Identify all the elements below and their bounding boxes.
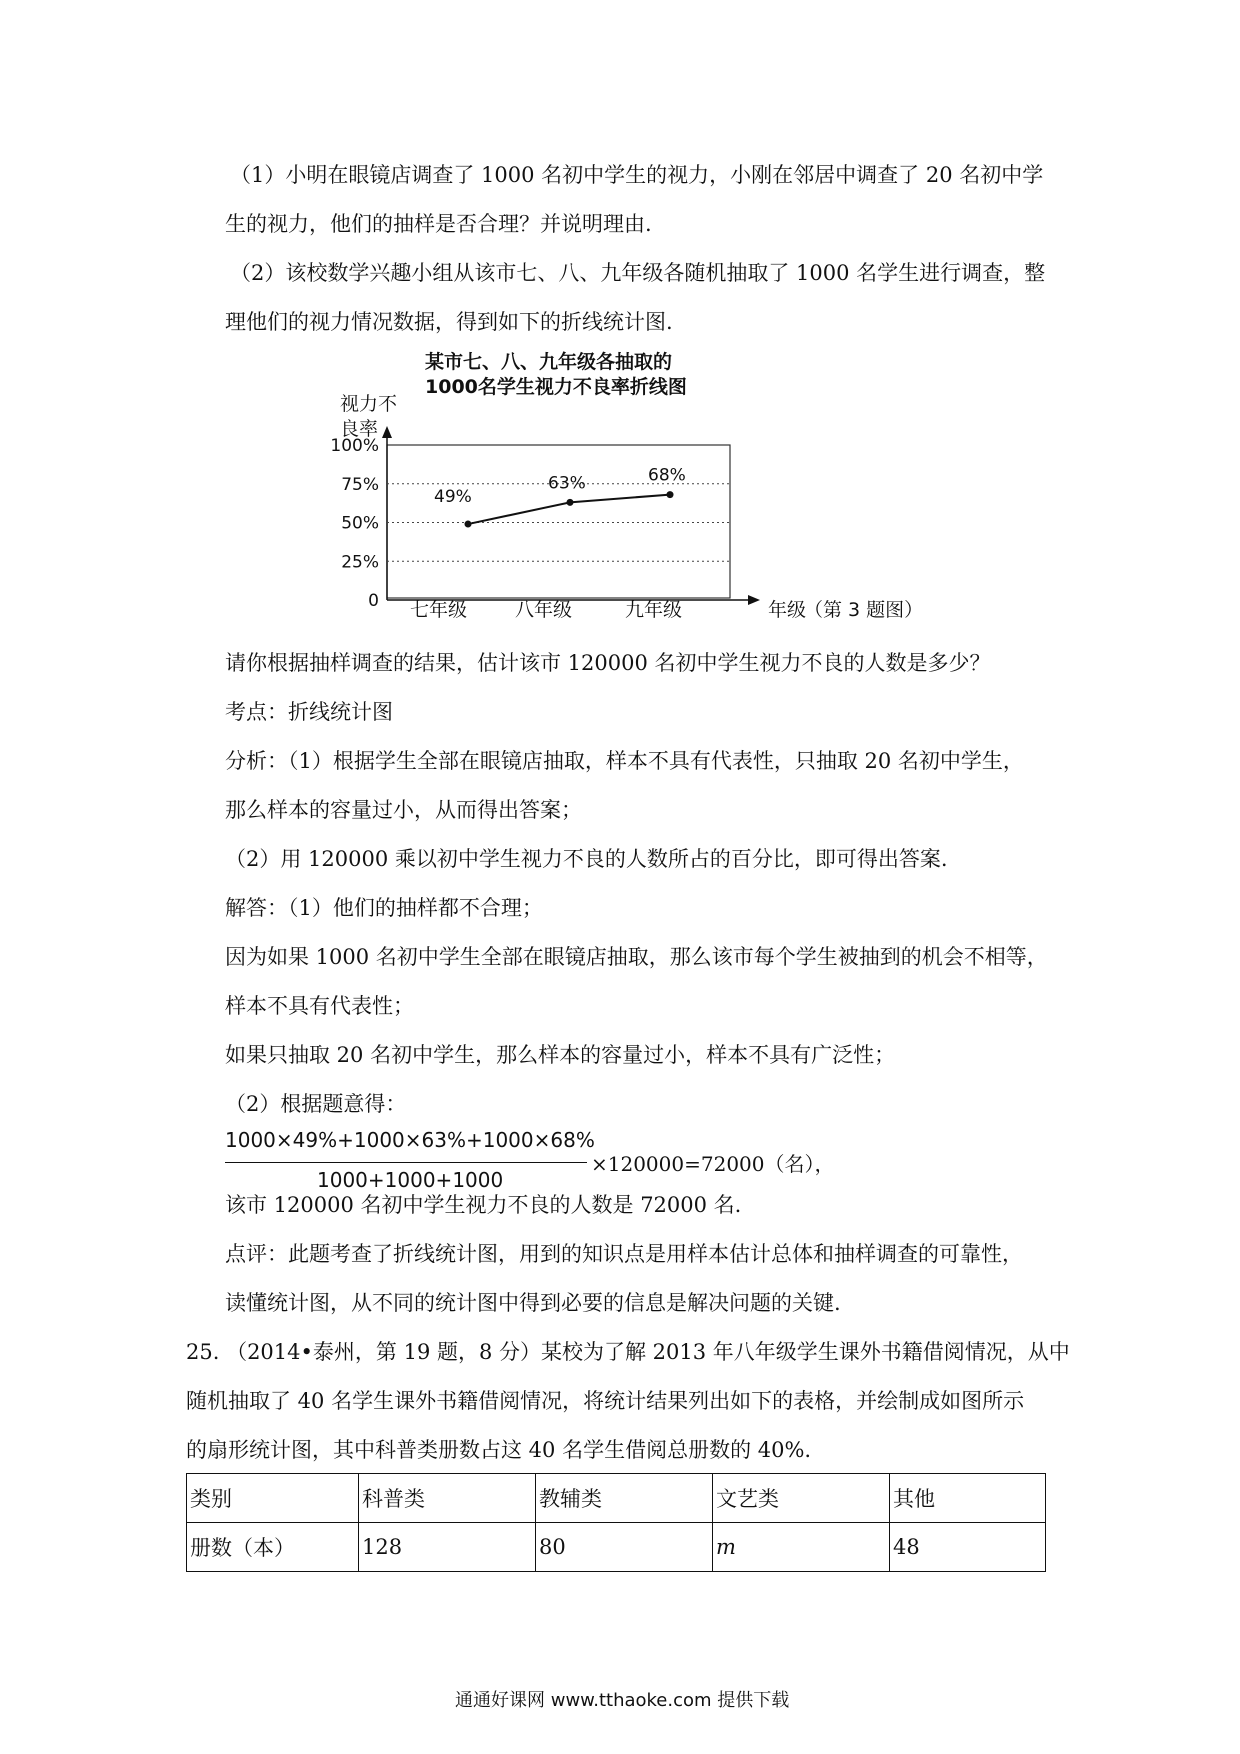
y-tick-label: 100% <box>330 436 379 456</box>
jieda-line-1: 解答：（1）他们的抽样都不合理； <box>225 896 543 920</box>
table-cell: 80 <box>536 1523 713 1572</box>
formula-numerator: 1000×49%+1000×63%+1000×68% <box>225 1128 595 1152</box>
fenxi-line-1: 分析：（1）根据学生全部在眼镜店抽取，样本不具有代表性，只抽取 20 名初中学生， <box>225 749 1024 773</box>
jieda-line-2: 因为如果 1000 名初中学生全部在眼镜店抽取，那么该市每个学生被抽到的机会不相等， <box>225 945 1048 969</box>
question-25-line-1: 25. （2014•泰州，第 19 题，8 分）某校为了解 2013 年八年级学生课外书籍借阅情况，从中 <box>186 1340 1070 1364</box>
table-cell: 册数（本） <box>187 1523 359 1572</box>
result-text: 该市 120000 名初中学生视力不良的人数是 72000 名. <box>225 1193 742 1217</box>
y-tick-label: 0 <box>368 591 379 611</box>
books-table <box>186 1473 1046 1572</box>
data-label: 63% <box>548 473 586 494</box>
y-axis-label-line-2: 良率 <box>340 418 379 440</box>
question-2-line-2: 理他们的视力情况数据，得到如下的折线统计图. <box>225 310 673 334</box>
table-header-row <box>187 1474 1046 1523</box>
data-point <box>667 491 674 498</box>
x-axis-label: 年级 <box>768 599 807 621</box>
table-cell: 科普类 <box>359 1474 536 1523</box>
chart-title-line-1: 某市七、八、九年级各抽取的 <box>425 351 673 373</box>
footer-text: 通通好课网 www.tthaoke.com 提供下载 <box>455 1690 790 1711</box>
table-cell: 文艺类 <box>713 1474 890 1523</box>
question-1-line-2: 生的视力，他们的抽样是否合理？并说明理由. <box>225 212 652 236</box>
jieda-line-5: （2）根据题意得： <box>225 1092 407 1116</box>
estimate-question: 请你根据抽样调查的结果，估计该市 120000 名初中学生视力不良的人数是多少？ <box>225 651 991 675</box>
dianping-line-1: 点评：此题考查了折线统计图，用到的知识点是用样本估计总体和抽样调查的可靠性， <box>225 1242 1023 1266</box>
question-25-line-3: 的扇形统计图，其中科普类册数占这 40 名学生借阅总册数的 40%. <box>186 1438 812 1462</box>
data-label: 49% <box>434 487 472 508</box>
table-cell: 教辅类 <box>536 1474 713 1523</box>
y-tick-label: 25% <box>341 552 379 573</box>
data-label: 68% <box>648 465 686 486</box>
table-cell: 128 <box>359 1523 536 1572</box>
fenxi-line-2: 那么样本的容量过小，从而得出答案； <box>225 798 582 822</box>
chart-title-line-2: 1000名学生视力不良率折线图 <box>425 376 687 398</box>
x-tick-label: 七年级 <box>410 599 468 621</box>
y-axis-label-line-1: 视力不 <box>340 393 398 415</box>
table-row <box>187 1523 1046 1572</box>
table-cell: 48 <box>890 1523 1046 1572</box>
x-axis-arrow-icon <box>748 595 760 605</box>
jieda-line-4: 如果只抽取 20 名初中学生，那么样本的容量过小，样本不具有广泛性； <box>225 1043 896 1067</box>
y-tick-label: 50% <box>341 513 379 534</box>
dianping-line-2: 读懂统计图，从不同的统计图中得到必要的信息是解决问题的关键. <box>225 1291 841 1315</box>
y-axis-arrow-icon <box>382 426 392 438</box>
kaodian-text: 考点：折线统计图 <box>225 700 393 724</box>
line-chart <box>320 350 960 640</box>
table-cell: m <box>713 1523 890 1572</box>
x-tick-label: 九年级 <box>625 599 683 621</box>
fenxi-line-3: （2）用 120000 乘以初中学生视力不良的人数所占的百分比，即可得出答案. <box>225 847 948 871</box>
formula-result: ×120000=72000（名）， <box>591 1152 835 1176</box>
x-tick-label: 八年级 <box>515 599 573 621</box>
line-chart-svg <box>320 350 960 640</box>
table-cell: 其他 <box>890 1474 1046 1523</box>
figure-caption: （第 3 题图） <box>804 599 924 621</box>
jieda-line-3: 样本不具有代表性； <box>225 994 414 1018</box>
y-tick-label: 75% <box>341 474 379 495</box>
question-25-line-2: 随机抽取了 40 名学生课外书籍借阅情况，将统计结果列出如下的表格，并绘制成如图所示 <box>186 1389 1025 1413</box>
fraction-bar <box>225 1162 587 1163</box>
question-2-line-1: （2）该校数学兴趣小组从该市七、八、九年级各随机抽取了 1000 名学生进行调查，整 <box>230 261 1046 285</box>
data-point <box>567 499 574 506</box>
question-1-line-1: （1）小明在眼镜店调查了 1000 名初中学生的视力，小刚在邻居中调查了 20 名初中学 <box>230 163 1044 187</box>
table-cell: 类别 <box>187 1474 359 1523</box>
data-point <box>465 521 472 528</box>
formula-denominator: 1000+1000+1000 <box>317 1168 504 1192</box>
